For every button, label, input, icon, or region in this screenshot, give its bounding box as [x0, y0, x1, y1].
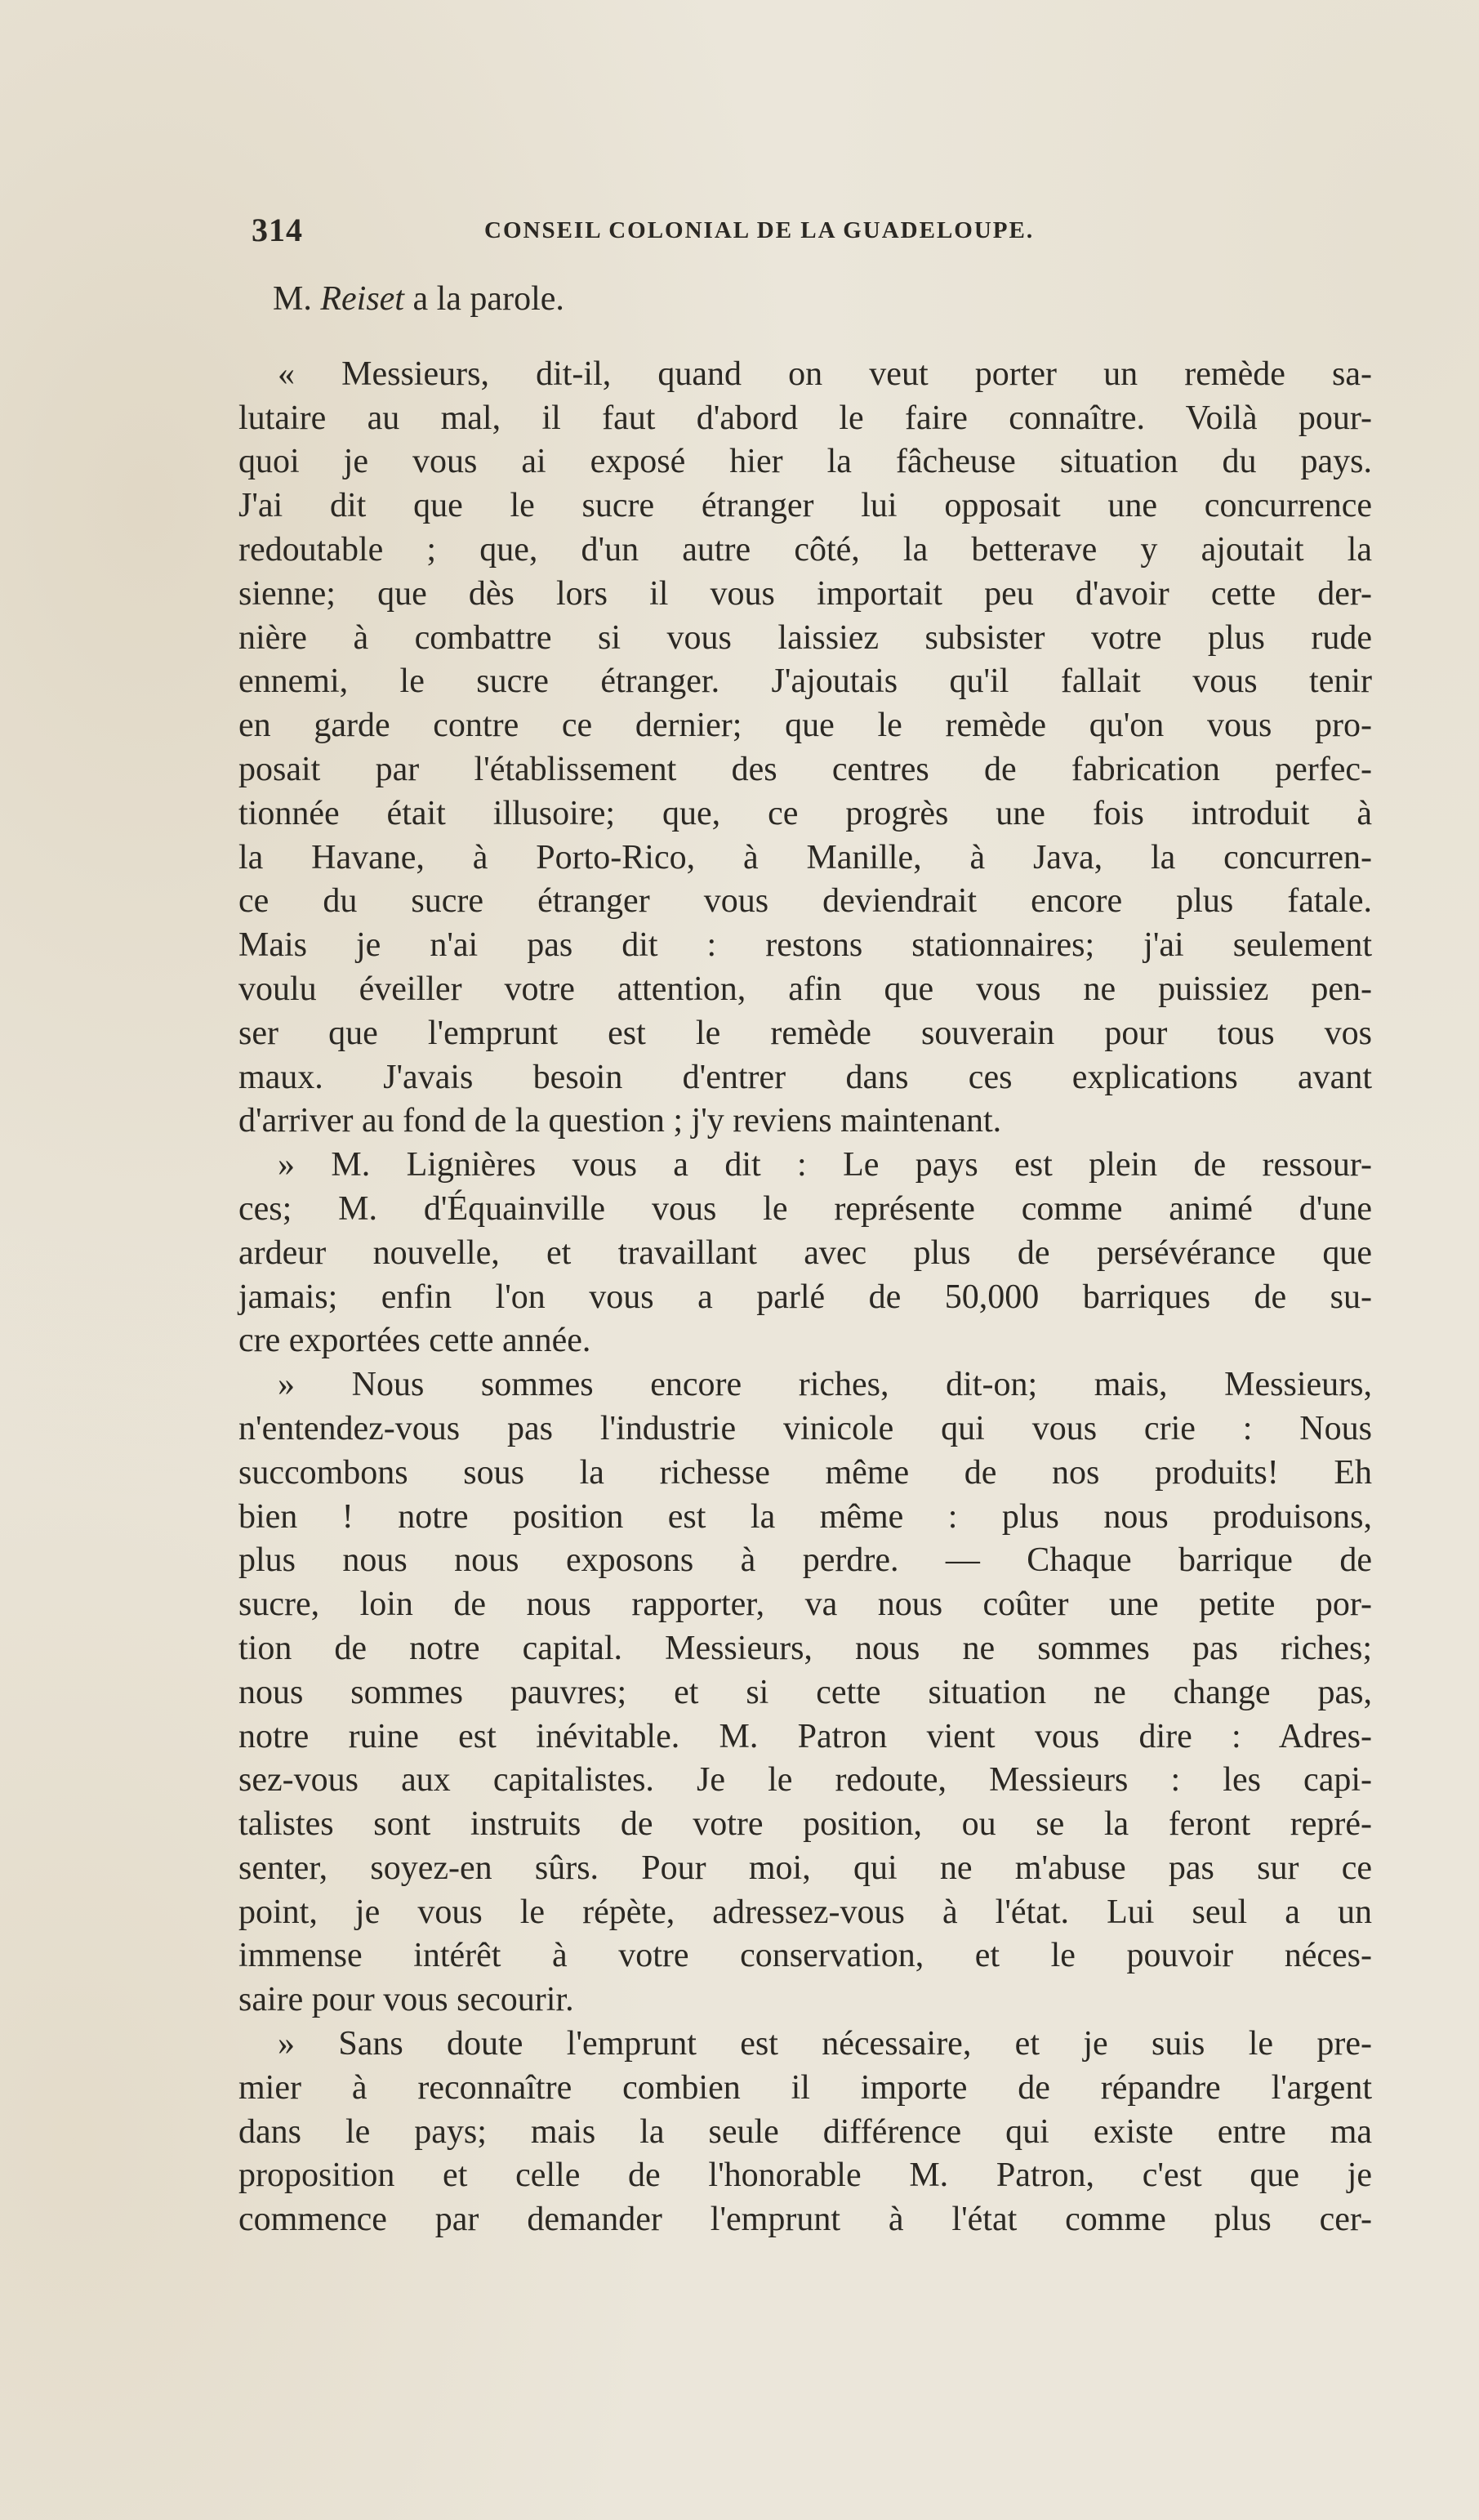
speaker-suffix: a la parole.	[412, 280, 564, 318]
text-line: « Messieurs, dit-il, quand on veut porter un remède sa-	[278, 355, 1372, 393]
text-line: senter, soyez-en sûrs. Pour moi, qui ne m'abuse pas sur ce	[238, 1849, 1372, 1887]
page-header	[252, 211, 1174, 256]
text-line: redoutable ; que, d'un autre côté, la betterave y ajoutait la	[238, 530, 1372, 569]
text-line: n'entendez-vous pas l'industrie vinicole qui vous crie : Nous	[238, 1409, 1372, 1447]
text-line: immense intérêt à votre conservation, et le pouvoir néces-	[238, 1937, 1372, 1975]
text-line: saire pour vous secourir.	[238, 1981, 574, 2019]
text-line: cre exportées cette année.	[238, 1322, 591, 1360]
text-line: sucre, loin de nous rapporter, va nous coûter une petite por-	[238, 1586, 1372, 1624]
text-line: Mais je n'ai pas dit : restons stationnaires; j'ai seulement	[238, 926, 1372, 965]
text-line: notre ruine est inévitable. M. Patron vient vous dire : Adres-	[238, 1717, 1372, 1755]
text-line: point, je vous le répète, adressez-vous à l'état. Lui seul a un	[238, 1893, 1372, 1931]
speaker-prefix: M.	[273, 280, 312, 318]
text-line: ces; M. d'Équainville vous le représente comme animé d'une	[238, 1189, 1372, 1228]
text-line: sez-vous aux capitalistes. Je le redoute, Messieurs : les capi-	[238, 1761, 1372, 1800]
body-text	[238, 278, 1372, 2242]
text-line: en garde contre ce dernier; que le remède qu'on vous pro-	[238, 707, 1372, 745]
speaker-name: Reiset	[320, 280, 404, 318]
text-line: plus nous nous exposons à perdre. — Chaque barrique de	[238, 1541, 1372, 1580]
text-line: » Nous sommes encore riches, dit-on; mais, Messieurs,	[278, 1366, 1372, 1404]
text-line: proposition et celle de l'honorable M. Patron, c'est que je	[238, 2156, 1372, 2195]
text-line: la Havane, à Porto-Rico, à Manille, à Java, la concurren-	[238, 838, 1372, 876]
text-line: posait par l'établissement des centres de fabrication perfec-	[238, 750, 1372, 788]
running-title: CONSEIL COLONIAL DE LA GUADELOUPE.	[484, 217, 1035, 243]
text-line: jamais; enfin l'on vous a parlé de 50,000 barriques de su-	[238, 1278, 1372, 1316]
paragraph-gap	[238, 322, 1372, 353]
text-line: dans le pays; mais la seule différence qui existe entre ma	[238, 2112, 1372, 2151]
text-line: » Sans doute l'emprunt est nécessaire, et je suis le pre-	[278, 2025, 1372, 2063]
text-line: voulu éveiller votre attention, afin que vous ne puissiez pen-	[238, 970, 1372, 1008]
text-line: » M. Lignières vous a dit : Le pays est plein de ressour-	[278, 1146, 1372, 1184]
text-line: ardeur nouvelle, et travaillant avec plus de persévérance que	[238, 1233, 1372, 1272]
text-line: talistes sont instruits de votre position, ou se la feront repré-	[238, 1805, 1372, 1844]
text-line: maux. J'avais besoin d'entrer dans ces explications avant	[238, 1058, 1372, 1096]
text-line: quoi je vous ai exposé hier la fâcheuse situation du pays.	[238, 443, 1372, 481]
text-line: ennemi, le sucre étranger. J'ajoutais qu'il fallait vous tenir	[238, 662, 1372, 701]
text-line: nous sommes pauvres; et si cette situation ne change pas,	[238, 1673, 1372, 1711]
text-line: succombons sous la richesse même de nos produits! Eh	[238, 1453, 1372, 1492]
text-line: lutaire au mal, il faut d'abord le faire connaître. Voilà pour-	[238, 399, 1372, 437]
text-line: bien ! notre position est la même : plus nous produisons,	[238, 1497, 1372, 1536]
text-line: ce du sucre étranger vous deviendrait encore plus fatale.	[238, 882, 1372, 921]
text-line: tionnée était illusoire; que, ce progrès une fois introduit à	[238, 794, 1372, 832]
text-line: ser que l'emprunt est le remède souverain pour tous vos	[238, 1014, 1372, 1052]
text-line: mier à reconnaître combien il importe de répandre l'argent	[238, 2068, 1372, 2107]
text-line: nière à combattre si vous laissiez subsister votre plus rude	[238, 618, 1372, 657]
text-line: commence par demander l'emprunt à l'état comme plus cer-	[238, 2201, 1372, 2239]
text-line: J'ai dit que le sucre étranger lui opposait une concurrence	[238, 487, 1372, 525]
speaker-line	[238, 278, 1372, 322]
page-number: 314	[252, 212, 303, 248]
text-line: d'arriver au fond de la question ; j'y reviens maintenant.	[238, 1102, 1002, 1140]
text-line: sienne; que dès lors il vous importait peu d'avoir cette der-	[238, 574, 1372, 613]
text-line: tion de notre capital. Messieurs, nous ne sommes pas riches;	[238, 1629, 1372, 1667]
